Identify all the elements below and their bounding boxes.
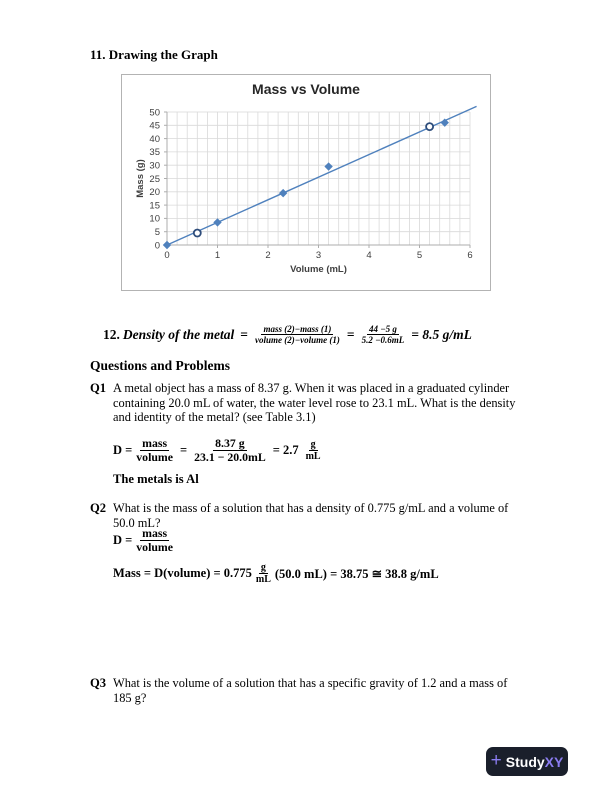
svg-text:3: 3: [315, 250, 322, 261]
plus-icon: +: [490, 750, 502, 771]
numeric-fraction: $\frac{44 -5 g}{5.2 -0.6mL}$: [361, 324, 405, 346]
question-1-equation: D = $\frac{\text{mass}}{\text{volume}}$ = $\frac{8.37 g}{23.1 - 20.0mL}$ = 2.7 $\frac{g}{mL}$: [113, 436, 321, 465]
mass-vs-volume-chart: [121, 74, 491, 291]
x-tick-labels: [164, 250, 472, 261]
formula-12-label: Density of the metal: [122, 326, 235, 342]
question-1: [90, 381, 519, 425]
chart-title: Mass vs Volume: [252, 81, 360, 97]
equals-sign: =: [346, 326, 355, 342]
x-axis-title: Volume (mL): [290, 264, 347, 275]
svg-text:25: 25: [149, 173, 160, 185]
formula-12-number: 12.: [103, 326, 120, 342]
question-2-equation-2: Mass = D(volume) = 0.775 $\frac{g}{mL}$ (50.0 mL) = 38.75 ≅ 38.8 g/mL: [113, 562, 439, 585]
svg-text:45: 45: [149, 120, 160, 132]
svg-text:6: 6: [467, 250, 473, 261]
formula-12-result: = 8.5 g/mL: [411, 326, 472, 342]
g-per-ml-fraction: $\frac{g}{mL}$: [305, 439, 321, 463]
chart-plot-svg: [122, 75, 490, 290]
section-heading-11: 11. Drawing the Graph: [90, 47, 218, 62]
svg-text:4: 4: [366, 250, 372, 261]
question-2-text: What is the mass of a solution that has a density of 0.775 g/mL and a volume of 50.0 mL?: [113, 501, 509, 530]
logo-word-study: Study: [505, 753, 545, 770]
equals-sign: =: [240, 326, 248, 342]
y-tick-labels: [149, 107, 160, 251]
question-2-equation-1: D = $\frac{\text{mass}}{\text{volume}}$: [113, 526, 173, 555]
question-3-label: Q3: [90, 676, 107, 690]
svg-text:5: 5: [416, 250, 423, 261]
svg-text:2: 2: [265, 250, 271, 261]
formula-12-density: [103, 324, 475, 345]
studyxy-logo: [486, 747, 568, 776]
y-axis-title: Mass (g): [135, 159, 146, 198]
question-2-label: Q2: [90, 501, 107, 515]
svg-text:40: 40: [149, 133, 160, 145]
g-per-ml-fraction: $\frac{g}{mL}$: [255, 562, 271, 585]
svg-text:20: 20: [149, 187, 160, 199]
question-1-answer: The metals is Al: [113, 472, 199, 486]
svg-text:30: 30: [149, 160, 160, 172]
question-3: [90, 676, 519, 705]
svg-text:35: 35: [149, 147, 160, 159]
question-1-label: Q1: [90, 381, 107, 395]
svg-text:15: 15: [149, 200, 160, 212]
mass-over-volume: $\frac{\text{mass}}{\text{volume}}$: [136, 526, 173, 555]
numeric-fraction: $\frac{8.37 g}{23.1 - 20.0mL}$: [194, 436, 266, 465]
mass-over-volume-fraction: $\frac{\text{mass (2)−mass (1)}}{\text{volume (2)−volume (1)}}$: [254, 324, 340, 346]
axes: [164, 112, 470, 248]
question-3-text: What is the volume of a solution that has a specific gravity of 1.2 and a mass of 185 g?: [113, 676, 508, 705]
svg-text:0: 0: [154, 240, 160, 252]
svg-text:0: 0: [164, 250, 170, 261]
svg-text:50: 50: [149, 107, 160, 119]
svg-text:5: 5: [154, 227, 160, 238]
logo-word-xy: XY: [544, 753, 564, 770]
question-1-text: A metal object has a mass of 8.37 g. When it was placed in a graduated cylinder containing 20.0 mL of water, the water level rose to 23.1 mL. What is the density and identity of the metal? (see Table 3.1): [113, 381, 516, 425]
svg-text:1: 1: [214, 250, 221, 261]
questions-and-problems-heading: Questions and Problems: [90, 358, 231, 373]
svg-text:10: 10: [149, 213, 160, 225]
mass-over-volume: $\frac{\text{mass}}{\text{volume}}$: [136, 436, 173, 465]
